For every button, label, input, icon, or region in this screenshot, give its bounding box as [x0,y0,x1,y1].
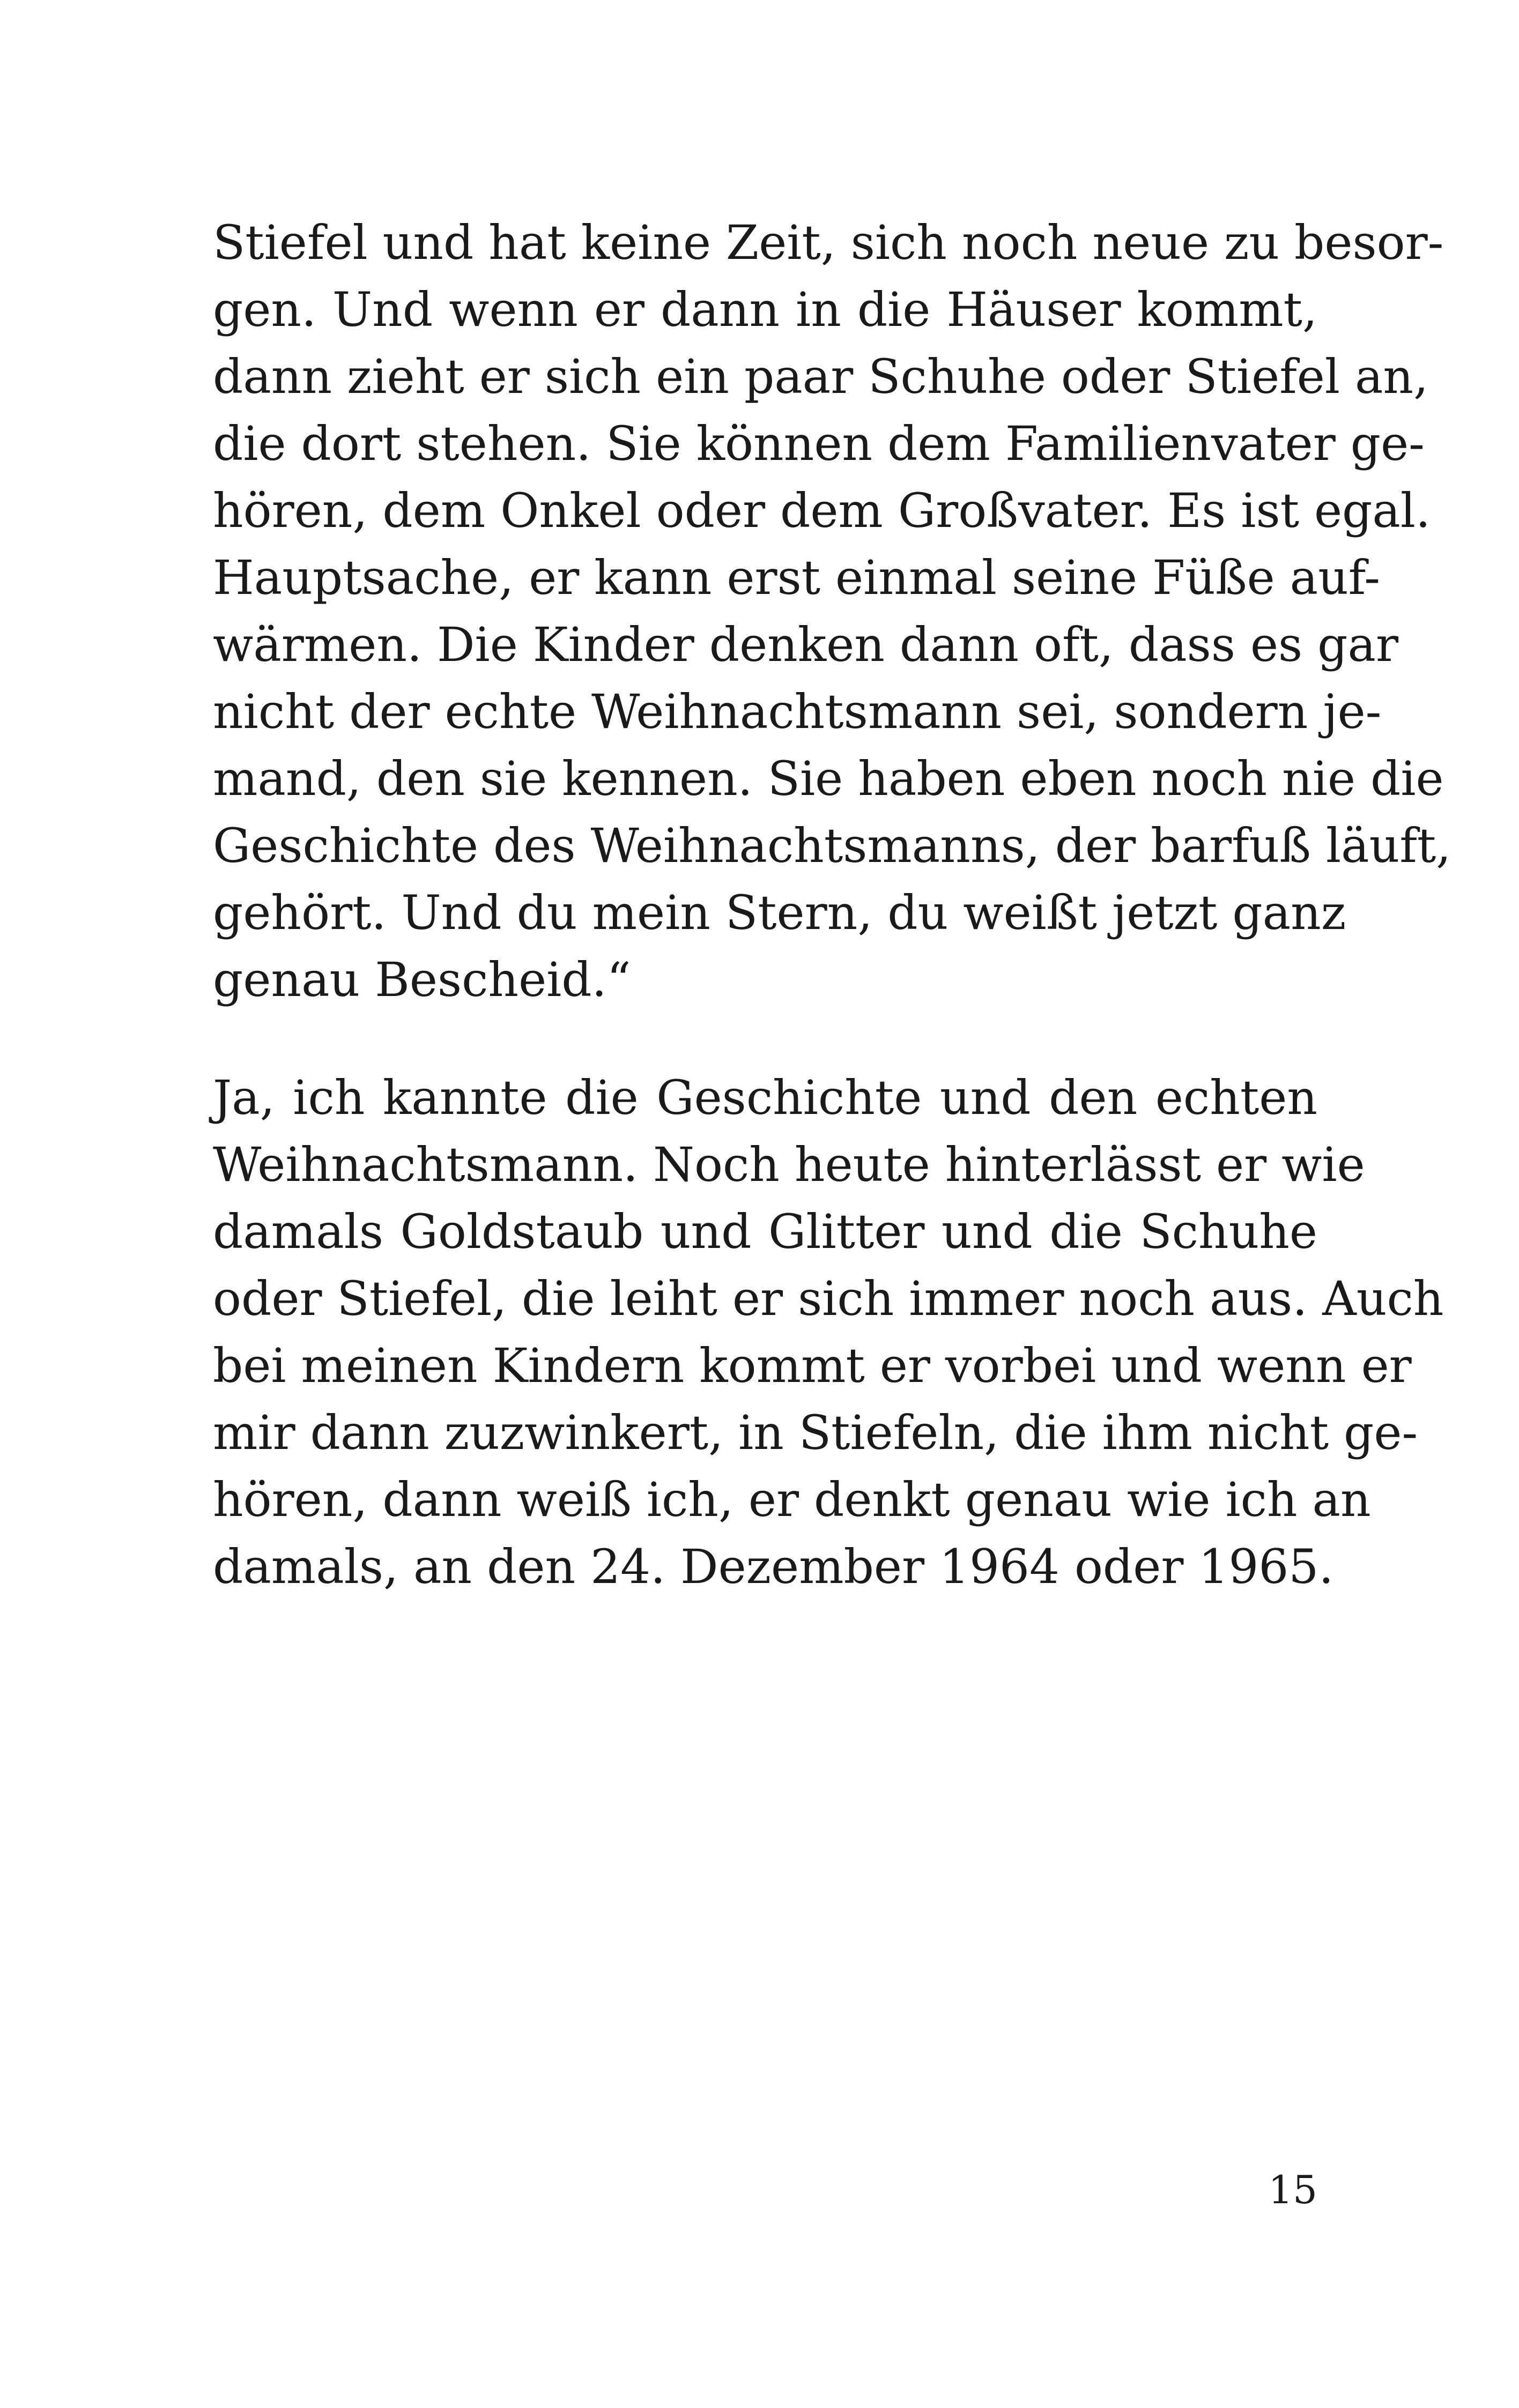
text-line: hören, dem Onkel oder dem Großvater. Es ist egal. [213,483,1431,538]
text-line: gehört. Und du mein Stern, du weißt jetzt ganz [213,885,1346,940]
text-line: mir dann zuzwinkert, in Stiefeln, die ihm nicht ge- [213,1405,1418,1460]
text-line: Hauptsache, er kann erst einmal seine Füße auf- [213,550,1380,605]
text-line: damals, an den 24. Dezember 1964 oder 1965. [213,1539,1334,1594]
text-line: wärmen. Die Kinder denken dann oft, dass es gar [213,617,1399,672]
page-number: 15 [1268,2167,1317,2212]
text-line: Ja, ich kannte die Geschichte und den echten [213,1070,1317,1125]
text-line: Stiefel und hat keine Zeit, sich noch neue zu besor- [213,215,1444,270]
text-line: damals Goldstaub und Glitter und die Schuhe [213,1204,1317,1259]
text-line: mand, den sie kennen. Sie haben eben noch nie die [213,751,1444,806]
paragraph-2 [213,1064,1444,1600]
text-line: dann zieht er sich ein paar Schuhe oder Stiefel an, [213,349,1429,404]
text-line: bei meinen Kindern kommt er vorbei und wenn er [213,1338,1412,1393]
text-line: gen. Und wenn er dann in die Häuser kommt, [213,282,1317,337]
text-line: hören, dann weiß ich, er denkt genau wie ich an [213,1472,1371,1527]
paragraph-1 [213,209,1451,1013]
text-line: die dort stehen. Sie können dem Familienvater ge- [213,416,1425,471]
text-line: Geschichte des Weihnachtsmanns, der barfuß läuft, [213,818,1451,873]
text-line: Weihnachtsmann. Noch heute hinterlässt er wie [213,1137,1365,1192]
text-line: oder Stiefel, die leiht er sich immer noch aus. Auch [213,1271,1444,1326]
text-line: genau Bescheid.“ [213,952,631,1007]
text-line: nicht der echte Weihnachtsmann sei, sondern je- [213,684,1382,739]
